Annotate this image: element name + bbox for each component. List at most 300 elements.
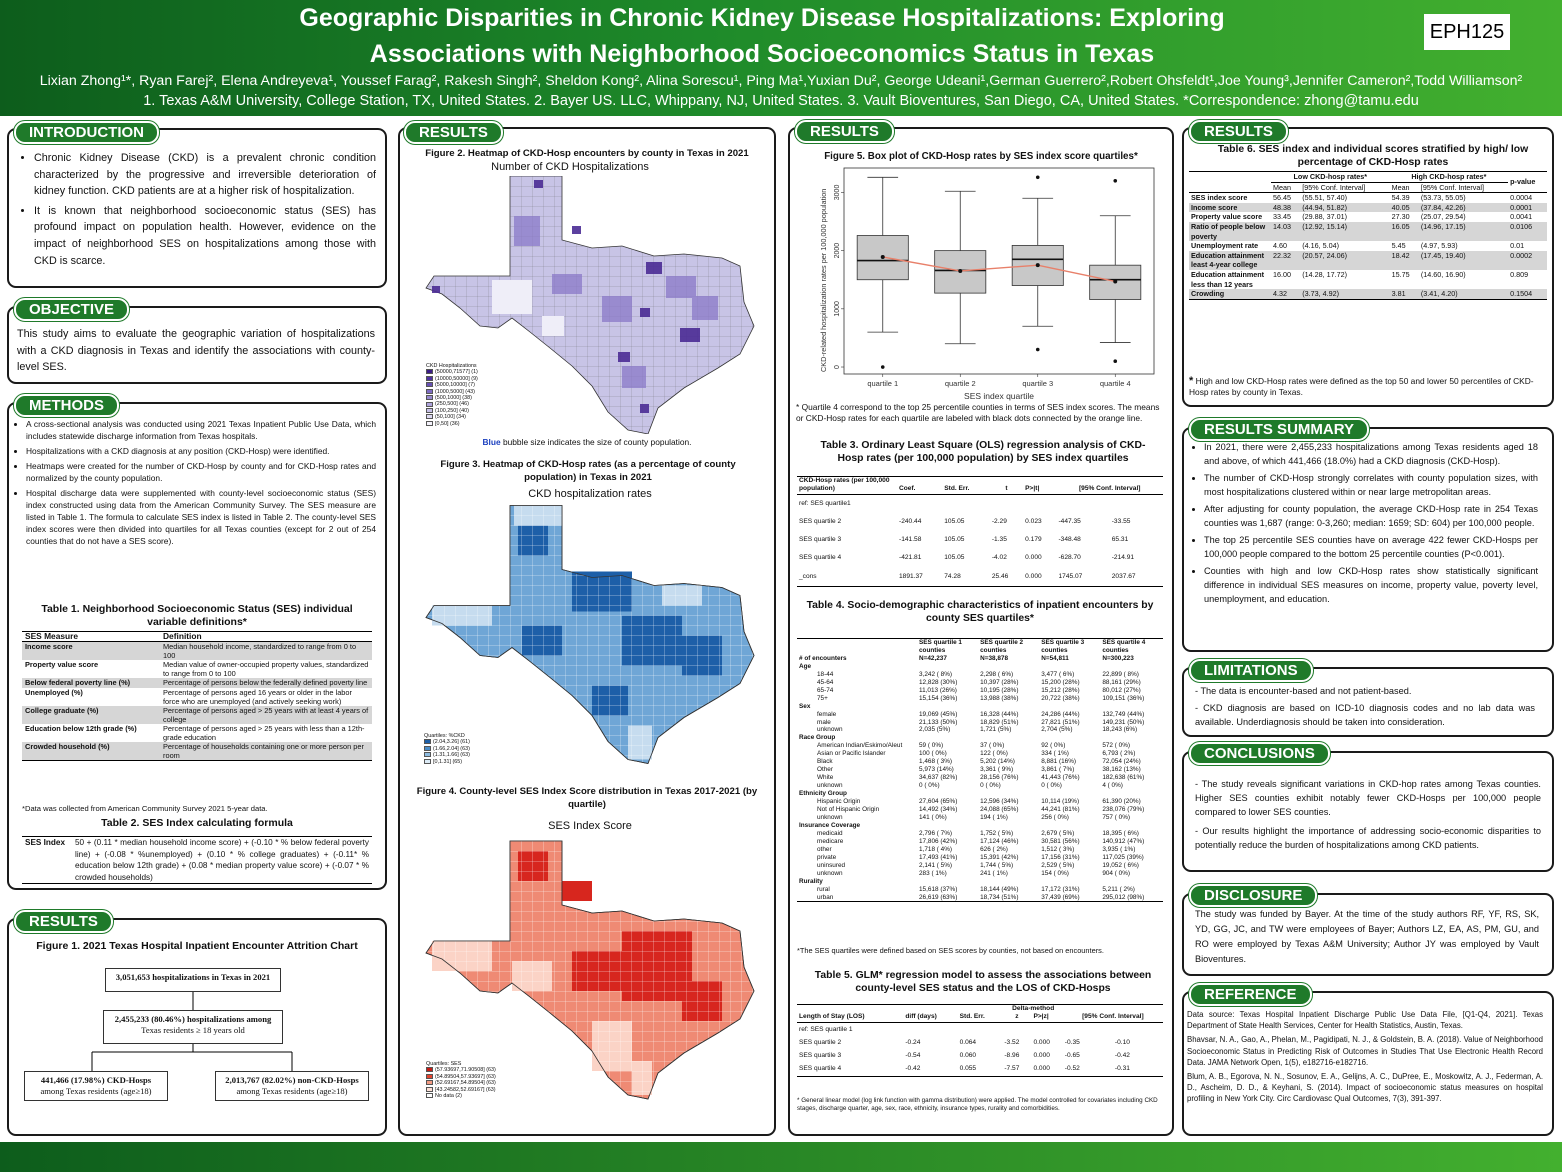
t5-cell: -0.42 <box>1114 1052 1130 1060</box>
t4-cell: 15,212 (28%) <box>1041 686 1080 694</box>
t4-cell: 132,749 (44%) <box>1102 710 1145 718</box>
t3-cell: 105.05 <box>944 517 965 525</box>
t4-cell: 18,734 (51%) <box>980 893 1019 901</box>
t4-cell: 38,162 (13%) <box>1102 766 1141 774</box>
t3-cell: _cons <box>799 572 817 580</box>
t3-head: P>|t| <box>1025 485 1040 493</box>
t4-cell: 1,752 ( 5%) <box>980 829 1014 837</box>
t4-row <box>797 679 1163 687</box>
objective-header: OBJECTIVE <box>14 298 129 321</box>
t4-cell <box>978 822 1039 830</box>
t4-cell: 18,829 (51%) <box>980 718 1019 726</box>
fig2-note-blue: Blue <box>482 437 501 447</box>
t4-cell: Other <box>817 766 833 774</box>
t5-cell: SES quartile 2 <box>799 1038 842 1046</box>
attrition-adults-sub: Texas residents ≥ 18 years old <box>141 1025 245 1035</box>
t4-cell <box>978 703 1039 711</box>
t4-cell: Race Group <box>799 734 836 742</box>
results4-header: RESULTS <box>1189 120 1288 143</box>
t6-row <box>1189 193 1547 203</box>
t4-head <box>797 639 917 655</box>
attrition-ckd-text: 441,466 (17.98%) CKD-Hosps <box>40 1075 152 1085</box>
t3-head: Std. Err. <box>944 485 970 493</box>
mean-point <box>1036 263 1040 267</box>
y-tick-label: 0 <box>834 365 841 369</box>
t4-cell: 334 ( 1%) <box>1041 750 1069 758</box>
t4-cell <box>1039 703 1100 711</box>
t6-cell: 0.809 <box>1510 269 1529 279</box>
t4-row <box>797 790 1163 798</box>
t4-cell <box>1100 734 1163 742</box>
t6-sub <box>1189 182 1271 193</box>
t5-cell <box>1063 1022 1113 1036</box>
t4-cell: medicare <box>817 837 844 845</box>
table6-note-text: High and low CKD-Hosp rates were defined as the top 50 and lower 50 percentiles of CKD-Hosp rates by county in Texas. <box>1189 376 1534 397</box>
t6-sub: [95% Conf. Interval] <box>1420 182 1484 192</box>
t6-cell: (44.94, 51.82) <box>1302 202 1348 212</box>
t5-cell: 0.000 <box>1033 1052 1050 1060</box>
t4-row <box>797 671 1163 679</box>
boxplot-ylabel: CKD-related hospitalization rates per 100,000 population <box>819 188 828 372</box>
t4-cell: 61,390 (20%) <box>1102 798 1141 806</box>
t4-row <box>797 687 1163 695</box>
t4-cell <box>1039 790 1100 798</box>
fig5-title: Figure 5. Box plot of CKD-Hosp rates by SES index score quartiles* <box>824 151 1138 162</box>
t1-cell: College graduate (%) <box>25 705 99 715</box>
t6-cell: 0.0002 <box>1510 250 1533 260</box>
t3-cell <box>1110 494 1163 513</box>
t6-row <box>1189 251 1547 270</box>
t6-cell: 54.39 <box>1391 193 1410 203</box>
t4-cell: 904 ( 0%) <box>1102 869 1131 877</box>
t4-cell: 18,144 (49%) <box>980 885 1019 893</box>
t6-row <box>1189 203 1547 213</box>
fig2-map-title: Number of CKD Hospitalizations <box>491 161 649 173</box>
t5-cell <box>1002 1022 1031 1036</box>
legend-label: (1.66,2.04] (63) <box>433 745 470 752</box>
limitations-item: - CKD diagnosis are based on ICD-10 diagnosis codes and no lab data was available. Underdiagnosis should be taken into consideration. <box>1195 703 1535 727</box>
legend-label: (5000,10000] (7) <box>435 382 475 389</box>
t5-cell: -0.35 <box>1064 1038 1080 1046</box>
t4-cell: 154 ( 0%) <box>1041 869 1069 877</box>
t4-cell: Hispanic Origin <box>817 798 861 806</box>
t4-cell: 16,328 (44%) <box>980 710 1019 718</box>
t4-row <box>797 655 1163 663</box>
fig2-legend <box>426 363 478 427</box>
t4-cell: 41,443 (76%) <box>1041 774 1080 782</box>
t4-row <box>797 830 1163 838</box>
x-tick-label: quartile 3 <box>1022 379 1054 388</box>
t4-head: SES quartile 3 counties <box>1041 639 1085 654</box>
t4-cell: 12,828 (30%) <box>919 678 958 686</box>
t4-cell: 15,391 (42%) <box>980 853 1019 861</box>
table6 <box>1189 171 1547 300</box>
t4-cell: 241 ( 1%) <box>980 869 1008 877</box>
t4-head: SES quartile 4 counties <box>1102 639 1146 654</box>
t4-cell: 26,619 (63%) <box>919 893 958 901</box>
t4-cell: 44,241 (81%) <box>1041 806 1080 814</box>
t4-cell: 2,704 (5%) <box>1041 726 1073 734</box>
t4-row <box>797 798 1163 806</box>
t4-cell: 14,492 (34%) <box>919 806 958 814</box>
t3-head: [95% Conf. Interval] <box>1078 485 1141 493</box>
t4-cell: 4 ( 0%) <box>1102 782 1123 790</box>
t6-cell: (14.28, 17.72) <box>1302 269 1348 279</box>
t4-cell: 30,581 (56%) <box>1041 837 1080 845</box>
t5-cell: -7.57 <box>1004 1065 1020 1073</box>
t4-cell: 3,477 ( 6%) <box>1041 670 1075 678</box>
table1-note: *Data was collected from American Community Survey 2021 5-year data. <box>22 804 268 813</box>
legend-label: (54.89504,57.93697] (63) <box>435 1073 496 1080</box>
t3-cell <box>990 494 1023 513</box>
t1-cell: Crowded household (%) <box>25 742 110 752</box>
t4-cell <box>1039 822 1100 830</box>
t3-row <box>797 513 1163 531</box>
t4-head: SES quartile 2 counties <box>980 639 1024 654</box>
limitations-text <box>1195 684 1535 729</box>
t4-cell: 21,133 (50%) <box>919 718 958 726</box>
t6-sub: Mean <box>1273 182 1291 192</box>
fig2-title: Figure 2. Heatmap of CKD-Hosp encounters by county in Texas in 2021 <box>425 148 749 159</box>
t6-cell: (37.84, 42.26) <box>1420 202 1466 212</box>
table5 <box>797 1004 1163 1077</box>
methods-item: • Hospitalizations with a CKD diagnosis at any position (CKD-Hosp) were identified. <box>26 445 376 457</box>
t4-cell <box>917 663 978 671</box>
fig4-map-title: SES Index Score <box>548 820 632 832</box>
t4-cell: 2,141 ( 5%) <box>919 861 953 869</box>
t4-cell: 3,361 ( 9%) <box>980 766 1014 774</box>
t4-row <box>797 862 1163 870</box>
t4-cell: 122 ( 0%) <box>980 750 1008 758</box>
t3-cell: SES quartile 3 <box>799 536 842 544</box>
t5-head: Length of Stay (LOS) <box>799 1013 865 1021</box>
t4-row <box>797 719 1163 727</box>
t3-cell: 0.000 <box>1025 572 1042 580</box>
attrition-nonckd-text: 2,013,767 (82.02%) non-CKD-Hosps <box>225 1075 359 1085</box>
t3-cell: -447.35 <box>1058 517 1081 525</box>
t4-cell: N=54,811 <box>1041 654 1069 662</box>
t3-cell: -628.70 <box>1058 554 1081 562</box>
t4-row <box>797 703 1163 711</box>
t4-cell: 17,124 (46%) <box>980 837 1019 845</box>
t4-cell <box>1100 703 1163 711</box>
legend-label: (2.04,3.26] (61) <box>433 739 470 746</box>
t6-cell: 0.0041 <box>1510 212 1533 222</box>
t6-cell: 33.45 <box>1273 212 1291 222</box>
t4-cell: 24,088 (65%) <box>980 806 1019 814</box>
t4-cell: 1,744 ( 5%) <box>980 861 1014 869</box>
t4-cell: 15,618 (37%) <box>919 885 958 893</box>
t4-cell: 1,512 ( 3%) <box>1041 845 1075 853</box>
t4-cell: 34,637 (82%) <box>919 774 958 782</box>
results2-header: RESULTS <box>404 121 503 144</box>
t4-cell: 18,243 (6%) <box>1102 726 1138 734</box>
t4-cell: 149,231 (50%) <box>1102 718 1145 726</box>
t5-row <box>797 1049 1163 1062</box>
t3-cell: ref: SES quartile1 <box>799 499 851 507</box>
intro-header: INTRODUCTION <box>14 121 159 144</box>
legend-label: (50,100] (34) <box>435 414 466 421</box>
t4-cell: Ethnicity Group <box>799 790 847 798</box>
t4-row <box>797 742 1163 750</box>
t2-formula: 50 + (0.11 * median household income score) + (-0.10 * % below federal poverty line) + (-0.08 * %unemployed) + (0.10 * % college graduates) + (-0.11* % education below 12th grade) + (0.08 * median property value score) + (-0.07 * % crowded households) <box>75 838 369 882</box>
t6-cell: 4.32 <box>1273 289 1287 299</box>
t1-cell: Income score <box>25 642 73 652</box>
t4-cell: 37,439 (69%) <box>1041 893 1080 901</box>
t3-cell <box>1056 494 1109 513</box>
t6-cell: 16.05 <box>1391 221 1410 231</box>
t5-cell: -0.24 <box>905 1038 921 1046</box>
t3-cell: 65.31 <box>1111 536 1129 544</box>
t4-cell: 18-44 <box>817 670 834 678</box>
t4-cell <box>1039 734 1100 742</box>
t3-cell: -1.35 <box>991 536 1007 544</box>
t4-cell: 6,793 ( 2%) <box>1102 750 1136 758</box>
t3-cell: -33.55 <box>1111 517 1131 525</box>
t6-cell: Education attainment less than 12 years <box>1191 269 1265 289</box>
t5-cell <box>903 1022 957 1036</box>
results1-header: RESULTS <box>14 910 113 933</box>
legend-entry <box>426 1093 496 1099</box>
t1-cell: Below federal poverty line (%) <box>25 678 131 688</box>
objective-text: This study aims to evaluate the geographic variation of hospitalizations with a CKD diagnosis in Texas and identify the associations with county-level SES. <box>17 328 375 374</box>
t4-cell: 2,298 ( 6%) <box>980 670 1014 678</box>
t4-cell: N=300,223 <box>1102 654 1134 662</box>
t1-cell: Percentage of households containing one or more person per room <box>163 742 364 761</box>
t4-row <box>797 806 1163 814</box>
t6-row <box>1189 222 1547 241</box>
legend-entry <box>426 421 478 427</box>
t6-cell: 22.32 <box>1273 250 1291 260</box>
t4-cell: 13,988 (38%) <box>980 694 1019 702</box>
disclosure-header: DISCLOSURE <box>1189 884 1317 907</box>
t5-head: Std. Err. <box>959 1013 985 1021</box>
t4-cell: 2,529 ( 5%) <box>1041 861 1075 869</box>
t4-cell: 5,202 (14%) <box>980 758 1015 766</box>
t1-cell: Percentage of persons aged > 25 years with at least 4 years of college <box>163 705 369 724</box>
t4-cell <box>1039 878 1100 886</box>
t3-cell: -348.48 <box>1058 536 1081 544</box>
fig5-boxplot <box>816 162 1162 402</box>
t4-cell: 45-64 <box>817 678 834 686</box>
t4-row <box>797 711 1163 719</box>
outlier-point <box>1113 179 1117 183</box>
reference-list <box>1187 1009 1543 1108</box>
t4-cell: 238,076 (79%) <box>1102 806 1145 814</box>
t6-row <box>1189 212 1547 222</box>
t4-cell: 72,054 (24%) <box>1102 758 1141 766</box>
t4-cell: 0 ( 0%) <box>919 782 940 790</box>
t4-cell: unknown <box>817 726 843 734</box>
t5-row <box>797 1036 1163 1049</box>
reference-header: REFERENCE <box>1189 983 1312 1006</box>
t4-cell: 19,052 ( 6%) <box>1102 861 1139 869</box>
t3-head: Coef. <box>899 485 916 493</box>
t4-cell: 17,806 (42%) <box>919 837 958 845</box>
t4-cell: 100 ( 0%) <box>919 750 947 758</box>
legend-label: No data (2) <box>435 1093 462 1100</box>
t5-head: diff (days) <box>905 1013 937 1021</box>
x-tick-label: quartile 2 <box>944 379 976 388</box>
mean-point <box>1113 279 1117 283</box>
t3-cell: 105.05 <box>944 554 965 562</box>
t1-cell: Unemployed (%) <box>25 687 83 697</box>
t4-cell: 10,195 (28%) <box>980 686 1019 694</box>
t1-cell: Median value of owner-occupied property values, standardized to range from 0 to 100 <box>163 660 369 679</box>
t4-cell: 2,796 ( 7%) <box>919 829 953 837</box>
t4-cell <box>1100 822 1163 830</box>
t4-cell: Black <box>817 758 833 766</box>
t4-row <box>797 822 1163 830</box>
t6-cell: 5.45 <box>1391 241 1406 251</box>
t4-cell: 10,397 (28%) <box>980 678 1019 686</box>
legend-entry <box>424 759 470 765</box>
t6-cell: (3.41, 4.20) <box>1420 289 1458 299</box>
t3-row <box>797 568 1163 587</box>
disclosure-text: The study was funded by Bayer. At the time of the study authors RF, YF, RS, SK, YD, GG, JC, and TW were employees of Bayer; Authors LZ, EA, AS, PM, GU, and RO were employed by Texas A&M University; Author JY was employed by Vault Bioventures. <box>1195 909 1539 964</box>
t3-row <box>797 549 1163 567</box>
y-tick-label: 1000 <box>834 301 841 317</box>
t3-cell: 0.179 <box>1025 536 1042 544</box>
t6-row <box>1189 241 1547 251</box>
t4-cell: male <box>817 718 831 726</box>
outlier-point <box>1036 176 1040 180</box>
t4-cell: Sex <box>799 702 811 710</box>
t3-cell: -4.02 <box>991 554 1007 562</box>
t4-cell: 194 ( 1%) <box>980 813 1008 821</box>
t5-cell: -0.52 <box>1064 1065 1080 1073</box>
t3-cell: 0.023 <box>1025 517 1042 525</box>
t3-cell <box>897 494 942 513</box>
t4-cell: unknown <box>817 782 843 790</box>
t4-cell <box>917 790 978 798</box>
t4-cell: 27,604 (65%) <box>919 798 958 806</box>
t4-cell: 2,035 (5%) <box>919 726 951 734</box>
t5-cell: -0.42 <box>905 1065 921 1073</box>
t6-cell: 40.05 <box>1391 202 1410 212</box>
t4-cell: 80,012 (27%) <box>1102 686 1141 694</box>
t4-cell: 19,069 (45%) <box>919 710 958 718</box>
table4 <box>797 638 1163 902</box>
conclusions-item: - Our results highlight the importance of addressing socio-economic disparities to potentially reduce the burden of hospitalizations among CKD patients. <box>1195 826 1541 850</box>
t4-cell: 92 ( 0%) <box>1041 742 1066 750</box>
t4-cell <box>917 822 978 830</box>
t4-cell: 1,718 ( 4%) <box>919 845 953 853</box>
t6-cell: 48.38 <box>1273 202 1291 212</box>
legend-label: (57.93697,71.90508] (63) <box>435 1067 496 1074</box>
t3-cell: -214.91 <box>1111 554 1135 562</box>
t4-row <box>797 750 1163 758</box>
poster-footer-bar <box>0 1142 1562 1172</box>
t5-cell: -3.52 <box>1004 1038 1020 1046</box>
t6-group-low: Low CKD-hosp rates* <box>1271 172 1390 183</box>
t5-cell <box>1031 1022 1062 1036</box>
t6-cell: 16.00 <box>1273 269 1291 279</box>
t5-cell: -8.96 <box>1004 1052 1020 1060</box>
t1-cell: Percentage of persons below the federally defined poverty line <box>163 678 368 688</box>
t4-cell: private <box>817 853 837 861</box>
conclusions-header: CONCLUSIONS <box>1189 742 1330 765</box>
t4-cell: 75+ <box>817 694 828 702</box>
t6-cell: Ratio of people below poverty <box>1191 221 1266 241</box>
t6-cell: Property value score <box>1191 212 1263 222</box>
attrition-ckd-sub: among Texas residents (age≥18) <box>40 1086 152 1096</box>
t4-row <box>797 734 1163 742</box>
t4-cell <box>1039 663 1100 671</box>
t3-cell <box>1023 494 1056 513</box>
poster-code: EPH125 <box>1424 14 1510 50</box>
t6-cell: (4.97, 5.93) <box>1420 241 1458 251</box>
t3-cell: 74.28 <box>944 572 961 580</box>
t5-cell <box>958 1022 1003 1036</box>
t4-cell: 0 ( 0%) <box>980 782 1001 790</box>
summary-text <box>1186 440 1538 609</box>
t5-cell: 0.060 <box>959 1052 977 1060</box>
t6-sub: [95% Conf. Interval] <box>1302 182 1366 192</box>
authors: Lixian Zhong¹*, Ryan Farej², Elena Andreyeva¹, Youssef Farag², Rakesh Singh², Sheldon Kong², Alina Sorescu¹, Ping Ma¹,Yuxian Du², George Udeani¹,German Guerrero²,Robert Ohsfeldt¹,Joe Young³,Jennifer Cameron²,Todd Williamson² <box>39 73 1523 89</box>
t4-row <box>797 782 1163 790</box>
t6-cell: 14.03 <box>1273 221 1291 231</box>
t4-cell <box>978 663 1039 671</box>
legend-title: Quartiles: %CKD <box>424 733 465 739</box>
t4-row <box>797 886 1163 894</box>
outlier-point <box>1036 348 1040 352</box>
outlier-point <box>1113 359 1117 363</box>
mean-point <box>958 269 962 273</box>
t4-cell: 11,013 (26%) <box>919 686 957 694</box>
t4-cell: 17,172 (31%) <box>1041 885 1080 893</box>
t5-cell: 0.064 <box>959 1038 977 1046</box>
t4-cell <box>917 734 978 742</box>
fig2-note <box>404 437 770 447</box>
t4-cell: 15,200 (28%) <box>1041 678 1080 686</box>
t3-row <box>797 531 1163 549</box>
table3 <box>797 476 1163 587</box>
t6-cell: Unemployment rate <box>1191 241 1259 251</box>
t4-row <box>797 766 1163 774</box>
t3-cell <box>942 494 990 513</box>
methods-header: METHODS <box>14 394 119 417</box>
methods-item: • A cross-sectional analysis was conducted using 2021 Texas Inpatient Public Use Data, which includes statewide discharge information from Texas hospitals. <box>26 418 376 442</box>
t4-row <box>797 894 1163 902</box>
t4-row <box>797 663 1163 671</box>
t1-cell: Percentage of persons aged > 25 years with less than a 12th-grade education <box>163 723 365 743</box>
summary-item: • Counties with high and low CKD-Hosp rates show statistically significant difference in individual SES measures on income, property value, poverty level, unemployment, and education. <box>1204 564 1538 606</box>
t1-head-cell: SES Measure <box>25 631 79 641</box>
t4-cell: 256 ( 0%) <box>1041 813 1069 821</box>
t4-cell: 28,156 (76%) <box>980 774 1019 782</box>
t6-cell: 4.60 <box>1273 241 1287 251</box>
t6-cell: (25.07, 29.54) <box>1420 212 1466 222</box>
t6-cell: (12.92, 15.14) <box>1302 221 1348 231</box>
t3-cell: 1891.37 <box>899 572 923 580</box>
x-tick-label: quartile 4 <box>1099 379 1131 388</box>
t6-cell: 27.30 <box>1391 212 1410 222</box>
t6-cell: (3.73, 4.92) <box>1302 289 1340 299</box>
legend-label: (100,250] (40) <box>435 407 469 414</box>
legend-title: Quartiles: SES <box>426 1061 462 1067</box>
legend-label: (50000,71577] (1) <box>435 369 478 376</box>
t4-cell: American Indian/Eskimo/Aleut <box>817 742 903 750</box>
legend-label: (250,500] (46) <box>435 401 469 408</box>
t6-cell: 15.75 <box>1391 269 1410 279</box>
outlier-point <box>881 365 885 369</box>
t5-cell: -0.65 <box>1064 1052 1080 1060</box>
t5-cell: -0.31 <box>1114 1065 1130 1073</box>
affiliations: 1. Texas A&M University, College Station, TX, United States. 2. Bayer US. LLC, Whippany, NJ, United States. 3. Vault Bioventures, San Diego, CA, United States. *Correspondence: zhong@tamu.edu <box>143 93 1419 109</box>
t4-cell <box>1100 663 1163 671</box>
legend-title: CKD Hospitalizations <box>426 363 477 369</box>
